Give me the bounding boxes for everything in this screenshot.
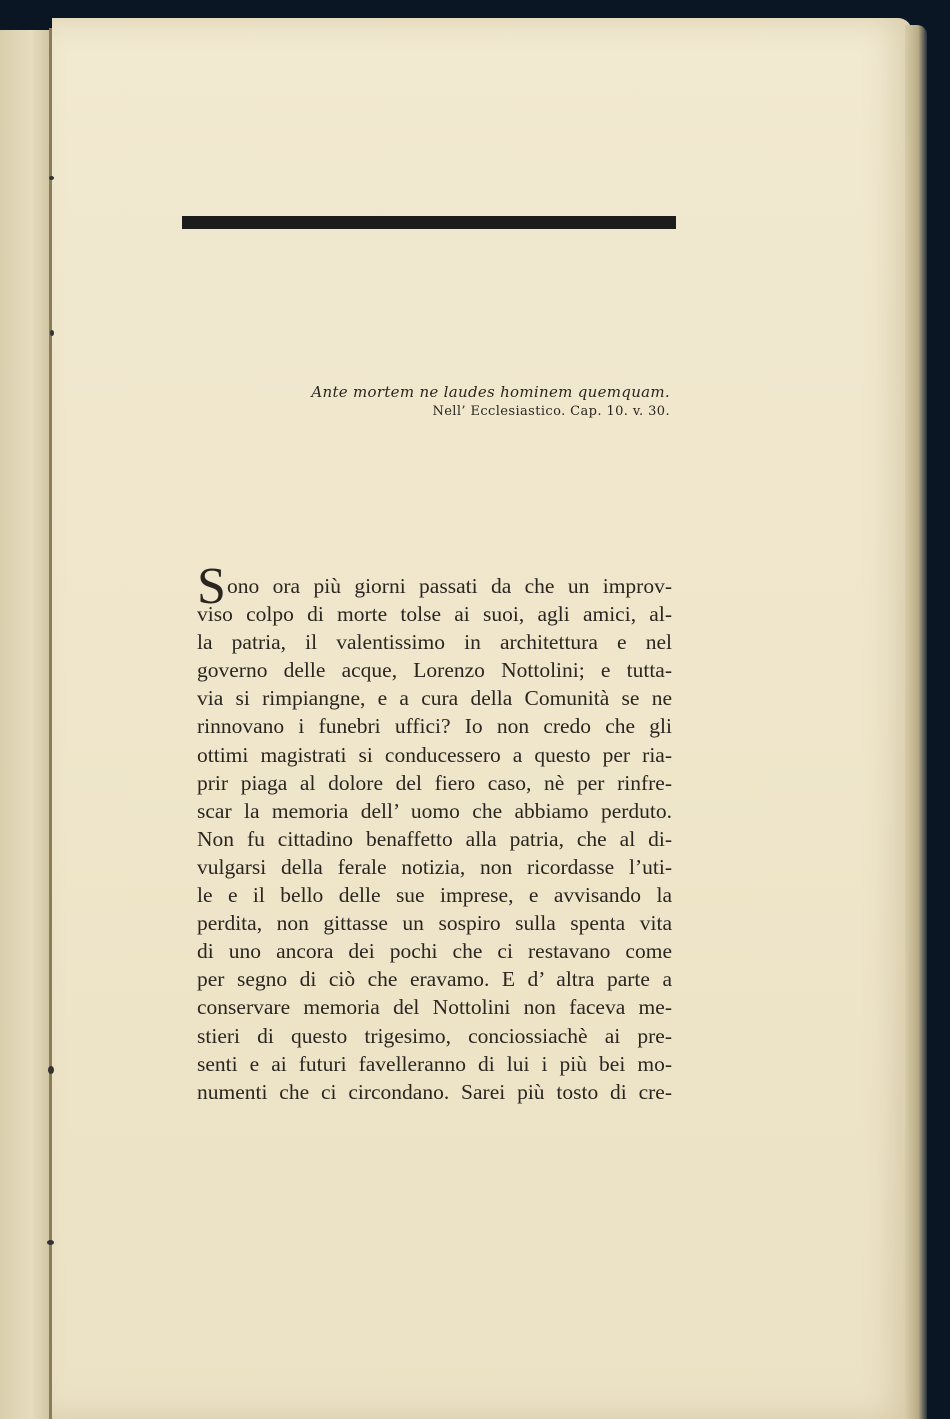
text-line: stieri di questo trigesimo, conciossiachè ai pre- [197,1023,672,1048]
epigraph-quote: Ante mortem ne laudes hominem quemquam. [311,383,670,401]
page-edge-shadow [905,25,927,1419]
text-line: viso colpo di morte tolse ai suoi, agli amici, al- [197,602,672,627]
text-line: per segno di ciò che eravamo. E d’ altra parte a [197,967,672,992]
ink-speck [50,330,54,336]
text-line: scar la memoria dell’ uomo che abbiamo perduto. [197,798,672,823]
text-line: di uno ancora dei pochi che ci restavano come [197,939,672,964]
text-line: conservare memoria del Nottolini non faceva me- [197,995,672,1020]
mourning-rule [182,216,676,229]
text-line: Non fu cittadino benaffetto alla patria, che al di- [197,826,672,851]
ink-speck [49,176,54,180]
ink-speck [48,1066,54,1074]
text-line: prir piaga al dolore del fiero caso, nè per rinfre- [197,770,672,795]
text-line: la patria, il valentissimo in architettura e nel [197,630,672,655]
text-line: ono ora più giorni passati da che un improv- [227,574,672,598]
text-line: perdita, non gittasse un sospiro sulla spenta vita [197,911,672,936]
text-line: senti e ai futuri favelleranno di lui i più bei mo- [197,1051,672,1076]
text-line: numenti che ci circondano. Sarei più tosto di cre- [197,1079,672,1104]
ink-speck [47,1240,54,1245]
body-paragraph [197,572,672,1106]
text-line: via si rimpiangne, e a cura della Comunità se ne [197,686,672,711]
text-line: rinnovano i funebri uffici? Io non credo che gli [197,714,672,739]
drop-cap: S [197,558,226,615]
text-line: governo delle acque, Lorenzo Nottolini; e tutta- [197,658,672,683]
facing-page-edge [0,30,52,1419]
text-line: vulgarsi della ferale notizia, non ricordasse l’uti- [197,854,672,879]
epigraph-citation: Nell’ Ecclesiastico. Cap. 10. v. 30. [432,404,670,419]
text-line: le e il bello delle sue imprese, e avvisando la [197,883,672,908]
text-line: ottimi magistrati si conducessero a questo per ria- [197,742,672,767]
